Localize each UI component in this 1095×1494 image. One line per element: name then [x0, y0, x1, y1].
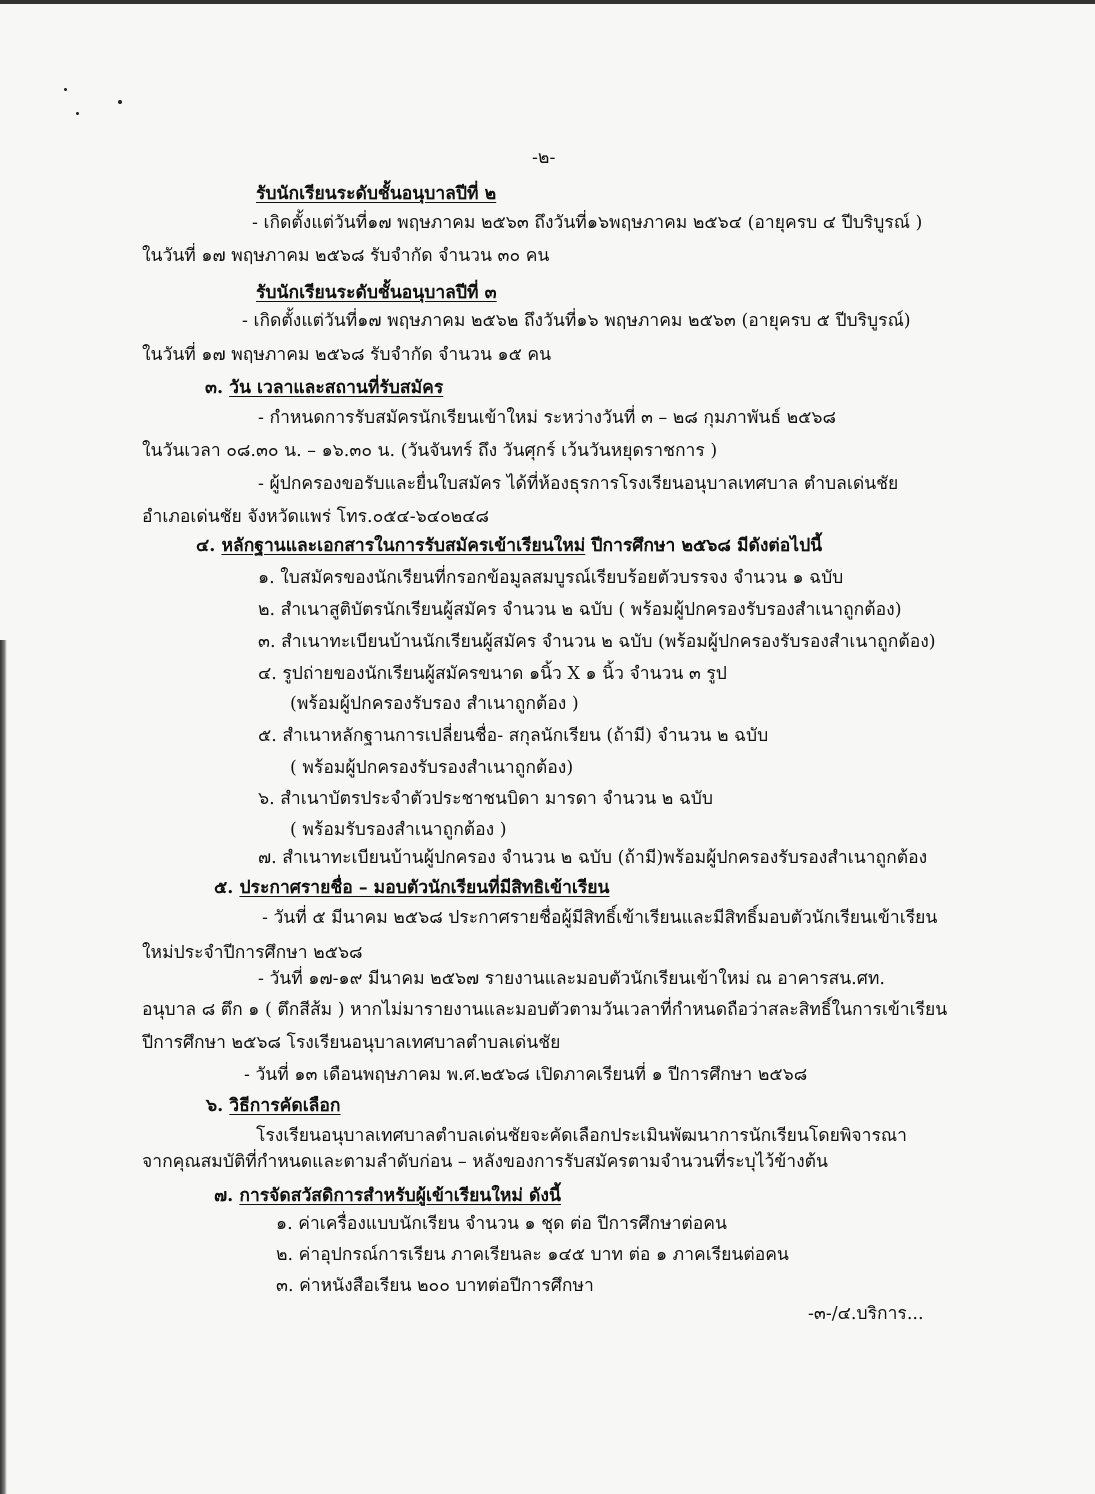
- section-5-p2b: อนุบาล ๘ ตึก ๑ ( ตึกสีส้ม ) หากไม่มารายงานและมอบตัวตามวันเวลาที่กำหนดถือว่าสละสิทธิ์ในการเข้าเรียน: [142, 1000, 948, 1020]
- section-4-title-rest: ปีการศึกษา ๒๕๖๘ มีดังต่อไปนี้: [585, 536, 823, 556]
- doc-item-note: (พร้อมผู้ปกครองรับรอง สำเนาถูกต้อง ): [290, 694, 579, 714]
- kg3-line1: - เกิดตั้งแต่วันที่๑๗ พฤษภาคม ๒๕๖๒ ถึงวันที่๑๖ พฤษภาคม ๒๕๖๓ (อายุครบ ๕ ปีบริบูรณ์): [242, 311, 911, 331]
- doc-item-note: ( พร้อมรับรองสำเนาถูกต้อง ): [290, 820, 507, 840]
- doc-item: ๖. สำเนาบัตรประจำตัวประชาชนบิดา มารดา จำนวน ๒ ฉบับ: [258, 789, 714, 809]
- section-4-number: ๔.: [196, 536, 216, 556]
- section-4-title: หลักฐานและเอกสารในการรับสมัครเข้าเรียนใหม่: [221, 536, 586, 556]
- welfare-item: ๑. ค่าเครื่องแบบนักเรียน จำนวน ๑ ชุด ต่อ ปีการศึกษาต่อคน: [276, 1214, 727, 1234]
- section-6-heading: [206, 1094, 341, 1118]
- doc-item-note: ( พร้อมผู้ปกครองรับรองสำเนาถูกต้อง): [290, 758, 574, 778]
- section-6-title: วิธีการคัดเลือก: [229, 1096, 341, 1116]
- kg2-line1: - เกิดตั้งแต่วันที่๑๗ พฤษภาคม ๒๕๖๓ ถึงวันที่๑๖พฤษภาคม ๒๕๖๔ (อายุครบ ๔ ปีบริบูรณ์ ): [252, 213, 923, 233]
- scan-speck: [64, 88, 67, 91]
- section-3-p1a: - กำหนดการรับสมัครนักเรียนเข้าใหม่ ระหว่างวันที่ ๓ – ๒๘ กุมภาพันธ์ ๒๕๖๘: [258, 408, 837, 428]
- section-3-p1b: ในวันเวลา ๐๘.๓๐ น. – ๑๖.๓๐ น. (วันจันทร์ ถึง วันศุกร์ เว้นวันหยุดราชการ ): [142, 441, 718, 461]
- scan-speck: [76, 112, 79, 115]
- section-6-p1a: โรงเรียนอนุบาลเทศบาลตำบลเด่นชัยจะคัดเลือกประเมินพัฒนาการนักเรียนโดยพิจารณา: [256, 1126, 907, 1146]
- section-3-title: วัน เวลาและสถานที่รับสมัคร: [229, 378, 444, 398]
- scan-left-edge: [0, 640, 7, 1494]
- section-7-number: ๗.: [214, 1186, 234, 1206]
- welfare-item: ๓. ค่าหนังสือเรียน ๒๐๐ บาทต่อปีการศึกษา: [276, 1276, 594, 1296]
- section-5-p2a: - วันที่ ๑๗-๑๙ มีนาคม ๒๕๖๗ รายงานและมอบตัวนักเรียนเข้าใหม่ ณ อาคารสน.ศท.: [258, 969, 885, 989]
- scan-speck: [118, 100, 122, 104]
- section-6-number: ๖.: [206, 1096, 224, 1116]
- section-3-number: ๓.: [205, 378, 224, 398]
- doc-item: ๓. สำเนาทะเบียนบ้านนักเรียนผู้สมัคร จำนวน ๒ ฉบับ (พร้อมผู้ปกครองรับรองสำเนาถูกต้อง): [258, 632, 936, 652]
- kg3-line2: ในวันที่ ๑๗ พฤษภาคม ๒๕๖๘ รับจำกัด จำนวน ๑๕ คน: [142, 345, 552, 365]
- section-7-title: การจัดสวัสดิการสำหรับผู้เข้าเรียนใหม่ ดังนี้: [239, 1186, 561, 1206]
- kg2-line2: ในวันที่ ๑๗ พฤษภาคม ๒๕๖๘ รับจำกัด จำนวน ๓๐ คน: [142, 246, 550, 266]
- section-5-p3: - วันที่ ๑๓ เดือนพฤษภาคม พ.ศ.๒๕๖๘ เปิดภาคเรียนที่ ๑ ปีการศึกษา ๒๕๖๘: [244, 1065, 808, 1085]
- doc-item: ๒. สำเนาสูติบัตรนักเรียนผู้สมัคร จำนวน ๒ ฉบับ ( พร้อมผู้ปกครองรับรองสำเนาถูกต้อง): [258, 600, 902, 620]
- section-7-heading: [214, 1184, 561, 1208]
- section-3-p2b: อำเภอเด่นชัย จังหวัดแพร่ โทร.๐๕๔-๖๔๐๒๔๘: [142, 507, 489, 527]
- section-3-heading: [205, 376, 443, 400]
- section-5-number: ๕.: [214, 878, 234, 898]
- section-5-p2c: ปีการศึกษา ๒๕๖๘ โรงเรียนอนุบาลเทศบาลตำบลเด่นชัย: [142, 1033, 561, 1053]
- section-6-p1b: จากคุณสมบัติที่กำหนดและตามลำดับก่อน – หลังของการรับสมัครตามจำนวนที่ระบุไว้ข้างต้น: [142, 1152, 828, 1172]
- welfare-item: ๒. ค่าอุปกรณ์การเรียน ภาคเรียนละ ๑๔๕ บาท ต่อ ๑ ภาคเรียนต่อคน: [276, 1245, 789, 1265]
- doc-item: ๔. รูปถ่ายของนักเรียนผู้สมัครขนาด ๑นิ้ว X ๑ นิ้ว จำนวน ๓ รูป: [258, 664, 727, 684]
- section-5-p1b: ใหม่ประจำปีการศึกษา ๒๕๖๘: [142, 943, 363, 963]
- kg2-heading: รับนักเรียนระดับชั้นอนุบาลปีที่ ๒: [256, 184, 497, 204]
- section-4-heading: [196, 534, 822, 558]
- continuation-note: -๓-/๔.บริการ...: [808, 1304, 924, 1324]
- scan-top-edge: [0, 0, 1095, 4]
- section-5-heading: [214, 876, 610, 900]
- page-number: -๒-: [532, 148, 556, 168]
- doc-item: ๑. ใบสมัครของนักเรียนที่กรอกข้อมูลสมบูรณ์เรียบร้อยตัวบรรจง จำนวน ๑ ฉบับ: [258, 568, 844, 588]
- doc-item: ๕. สำเนาหลักฐานการเปลี่ยนชื่อ- สกุลนักเรียน (ถ้ามี) จำนวน ๒ ฉบับ: [258, 726, 769, 746]
- section-5-title: ประกาศรายชื่อ – มอบตัวนักเรียนที่มีสิทธิเข้าเรียน: [239, 878, 610, 898]
- doc-item: ๗. สำเนาทะเบียนบ้านผู้ปกครอง จำนวน ๒ ฉบับ (ถ้ามี)พร้อมผู้ปกครองรับรองสำเนาถูกต้อง: [258, 848, 928, 868]
- kg3-heading: รับนักเรียนระดับชั้นอนุบาลปีที่ ๓: [256, 283, 497, 303]
- section-5-p1a: - วันที่ ๕ มีนาคม ๒๕๖๘ ประกาศรายชื่อผู้มีสิทธิ์เข้าเรียนและมีสิทธิ์มอบตัวนักเรียนเข้าเรียน: [262, 908, 938, 928]
- section-3-p2a: - ผู้ปกครองขอรับและยื่นใบสมัคร ได้ที่ห้องธุรการโรงเรียนอนุบาลเทศบาล ตำบลเด่นชัย: [258, 474, 899, 494]
